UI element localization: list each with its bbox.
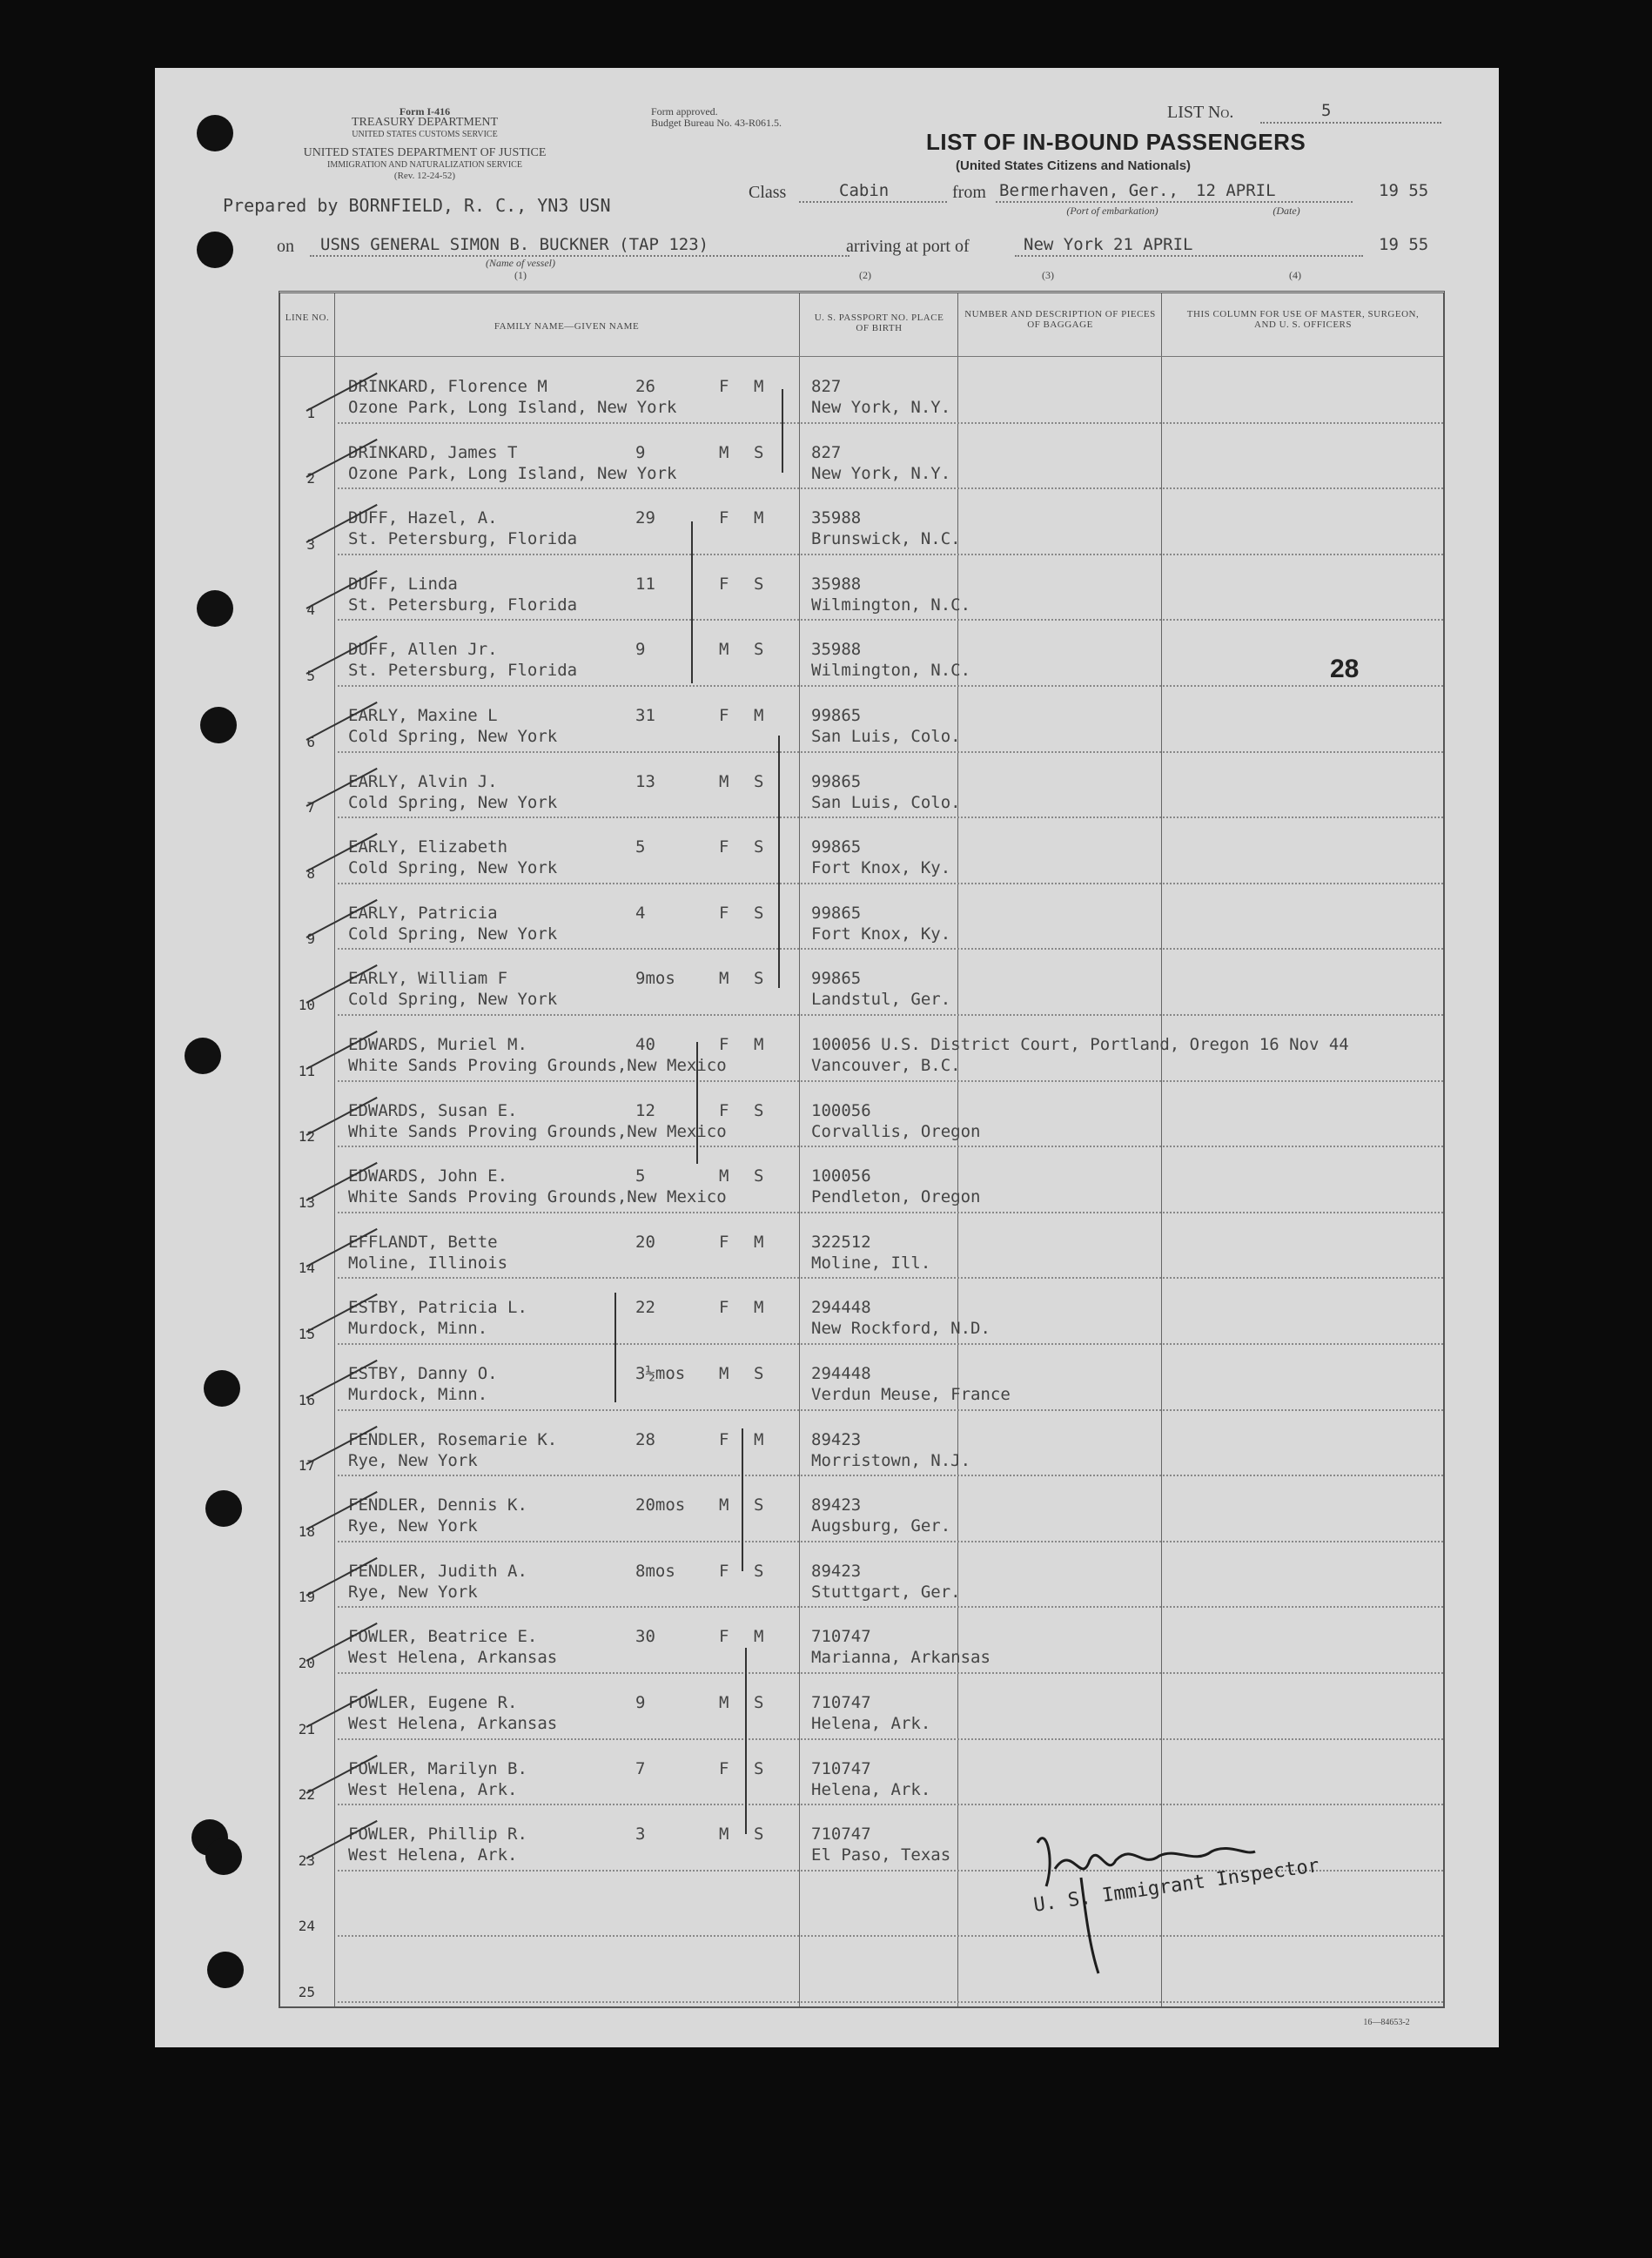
page-title: LIST OF IN-BOUND PASSENGERS — [926, 129, 1306, 155]
passenger-name: FENDLER, Dennis K. — [348, 1495, 527, 1515]
place-of-birth: Morristown, N.J. — [811, 1450, 971, 1470]
passenger-age: 11 — [635, 574, 655, 594]
line-number: 7 — [306, 799, 315, 817]
passenger-name: EARLY, William F — [348, 969, 508, 989]
place-of-birth: Corvallis, Oregon — [811, 1121, 981, 1141]
passenger-name: DUFF, Allen Jr. — [348, 640, 498, 660]
marital-status: M — [754, 706, 764, 725]
passenger-table — [279, 291, 1445, 2008]
marital-status: M — [754, 508, 764, 528]
passenger-name: EARLY, Elizabeth — [348, 837, 508, 857]
treasury-department: TREASURY DEPARTMENT — [351, 116, 499, 129]
passenger-address: Cold Spring, New York — [348, 792, 558, 812]
passenger-sex: F — [719, 837, 729, 857]
passenger-sex: F — [719, 903, 729, 923]
passenger-age: 5 — [635, 1166, 646, 1186]
port-caption: (Port of embarkation) — [1066, 205, 1158, 217]
place-of-birth: Brunswick, N.C. — [811, 529, 961, 549]
passenger-name: DRINKARD, James T — [348, 442, 518, 462]
passenger-age: 9 — [635, 442, 646, 462]
place-of-birth: El Paso, Texas — [811, 1845, 951, 1865]
row-divider — [338, 685, 1443, 687]
line-number: 16 — [298, 1391, 315, 1408]
passenger-address: Rye, New York — [348, 1450, 478, 1470]
passenger-sex: M — [719, 1495, 729, 1515]
punch-hole — [207, 1952, 244, 1988]
vessel-name: USNS GENERAL SIMON B. BUCKNER (TAP 123) — [320, 235, 709, 254]
passenger-sex: M — [719, 1364, 729, 1383]
passenger-name: FOWLER, Eugene R. — [348, 1693, 518, 1712]
place-of-birth: Stuttgart, Ger. — [811, 1582, 961, 1602]
port-of-embarkation: Bermerhaven, Ger., — [999, 181, 1179, 200]
family-bracket — [742, 1428, 743, 1571]
marital-status: S — [754, 1825, 764, 1845]
inspector-signature — [1020, 1808, 1281, 1982]
row-divider — [338, 422, 1443, 424]
page-number: 28 — [1330, 655, 1360, 683]
row-divider — [338, 1606, 1443, 1608]
row-divider — [338, 1672, 1443, 1674]
place-of-birth: Marianna, Arkansas — [811, 1648, 991, 1668]
passenger-name: EDWARDS, John E. — [348, 1166, 508, 1186]
passenger-age: 30 — [635, 1627, 655, 1647]
passport-number: 99865 — [811, 903, 862, 923]
place-of-birth: Helena, Ark. — [811, 1779, 931, 1799]
passenger-age: 8mos — [635, 1561, 675, 1581]
line-number: 14 — [298, 1260, 315, 1277]
row-divider — [338, 751, 1443, 753]
place-of-birth: Vancouver, B.C. — [811, 1056, 961, 1075]
passenger-age: 12 — [635, 1100, 655, 1120]
arrival-port-date: New York 21 APRIL — [1024, 235, 1193, 254]
passenger-address: West Helena, Ark. — [348, 1779, 518, 1799]
customs-service: UNITED STATES CUSTOMS SERVICE — [352, 130, 498, 139]
passenger-address: White Sands Proving Grounds,New Mexico — [348, 1121, 727, 1141]
line-number: 9 — [306, 931, 315, 948]
col-4-label: (4) — [1289, 269, 1301, 281]
passenger-name: EFFLANDT, Bette — [348, 1232, 498, 1252]
passenger-name: FENDLER, Rosemarie K. — [348, 1429, 558, 1449]
place-of-birth: Fort Knox, Ky. — [811, 858, 951, 878]
passenger-sex: M — [719, 442, 729, 462]
passenger-sex: F — [719, 574, 729, 594]
passenger-sex: M — [719, 640, 729, 660]
passenger-sex: F — [719, 1035, 729, 1054]
line-number: 12 — [298, 1128, 315, 1146]
punch-hole — [197, 590, 233, 627]
marital-status: M — [754, 1232, 764, 1252]
col-1-label: (1) — [514, 269, 527, 281]
passport-number: 99865 — [811, 771, 862, 791]
marital-status: M — [754, 1298, 764, 1318]
passenger-sex: F — [719, 706, 729, 725]
passenger-sex: F — [719, 1429, 729, 1449]
passenger-name: ESTBY, Danny O. — [348, 1364, 498, 1383]
place-of-birth: Landstul, Ger. — [811, 990, 951, 1010]
passenger-address: St. Petersburg, Florida — [348, 529, 578, 549]
passenger-age: 3½mos — [635, 1364, 686, 1383]
passenger-address: White Sands Proving Grounds,New Mexico — [348, 1187, 727, 1207]
place-of-birth: Wilmington, N.C. — [811, 595, 971, 615]
passenger-sex: F — [719, 1232, 729, 1252]
passenger-name: EDWARDS, Susan E. — [348, 1100, 518, 1120]
passport-number: 99865 — [811, 969, 862, 989]
marital-status: S — [754, 442, 764, 462]
class-label: Class — [749, 183, 787, 202]
passenger-age: 9 — [635, 1693, 646, 1712]
col-2-label: (2) — [859, 269, 871, 281]
header-divider — [280, 356, 1443, 357]
passport-number: 710747 — [811, 1825, 871, 1845]
place-of-birth: New York, N.Y. — [811, 463, 951, 483]
passenger-sex: M — [719, 1693, 729, 1712]
embarkation-year: 19 55 — [1379, 181, 1429, 200]
marital-status: M — [754, 1035, 764, 1054]
passenger-age: 9mos — [635, 969, 675, 989]
passenger-age: 9 — [635, 640, 646, 660]
marital-status: S — [754, 837, 764, 857]
line-number: 20 — [298, 1655, 315, 1671]
passenger-name: DUFF, Linda — [348, 574, 458, 594]
prepared-by: Prepared by BORNFIELD, R. C., YN3 USN — [223, 195, 611, 216]
passenger-name: EDWARDS, Muriel M. — [348, 1035, 527, 1054]
passenger-sex: F — [719, 1298, 729, 1318]
passenger-address: St. Petersburg, Florida — [348, 595, 578, 615]
place-of-birth: Fort Knox, Ky. — [811, 924, 951, 944]
passenger-sex: M — [719, 1825, 729, 1845]
passport-number: 35988 — [811, 574, 862, 594]
place-of-birth: Augsburg, Ger. — [811, 1516, 951, 1536]
passport-number: 710747 — [811, 1758, 871, 1778]
passenger-address: Cold Spring, New York — [348, 727, 558, 746]
row-divider — [338, 554, 1443, 555]
column-divider — [1161, 293, 1162, 2006]
passenger-address: Murdock, Minn. — [348, 1385, 488, 1404]
row-divider — [338, 1080, 1443, 1082]
passenger-name: FOWLER, Beatrice E. — [348, 1627, 538, 1647]
passenger-age: 26 — [635, 377, 655, 396]
passport-number: 827 — [811, 377, 842, 396]
passenger-sex: F — [719, 1561, 729, 1581]
family-bracket — [614, 1293, 616, 1402]
passport-number: 710747 — [811, 1693, 871, 1712]
line-number: 13 — [298, 1193, 315, 1211]
line-number: 6 — [306, 733, 315, 750]
form-number: Form I-416 — [399, 105, 451, 118]
row-divider — [338, 1343, 1443, 1345]
marital-status: S — [754, 1166, 764, 1186]
passport-number: 35988 — [811, 508, 862, 528]
punch-hole — [205, 1838, 242, 1875]
row-divider — [338, 1475, 1443, 1476]
class-line — [799, 201, 947, 203]
passport-number: 89423 — [811, 1561, 862, 1581]
passenger-sex: M — [719, 771, 729, 791]
marital-status: M — [754, 377, 764, 396]
marital-status: S — [754, 640, 764, 660]
row-divider — [338, 817, 1443, 818]
passenger-name: EARLY, Alvin J. — [348, 771, 498, 791]
passenger-name: FOWLER, Phillip R. — [348, 1825, 527, 1845]
row-divider — [338, 487, 1443, 489]
revision-date: (Rev. 12-24-52) — [393, 171, 456, 181]
passport-number: 710747 — [811, 1627, 871, 1647]
passenger-age: 5 — [635, 837, 646, 857]
passenger-name: DUFF, Hazel, A. — [348, 508, 498, 528]
passenger-address: Cold Spring, New York — [348, 990, 558, 1010]
passport-number: 99865 — [811, 706, 862, 725]
row-divider — [338, 619, 1443, 621]
col-header-baggage: NUMBER AND DESCRIPTION OF PIECES OF BAGGAGE — [964, 309, 1156, 330]
passenger-address: White Sands Proving Grounds,New Mexico — [348, 1056, 727, 1075]
row-divider — [338, 1738, 1443, 1740]
passport-number: 100056 U.S. District Court, Portland, Oregon 16 Nov 44 — [811, 1035, 1349, 1054]
passenger-sex: F — [719, 508, 729, 528]
line-number: 24 — [298, 1918, 315, 1935]
place-of-birth: New York, N.Y. — [811, 398, 951, 417]
passenger-age: 29 — [635, 508, 655, 528]
passport-number: 294448 — [811, 1298, 871, 1318]
punch-hole — [185, 1038, 221, 1074]
form-approved: Form approved. — [651, 105, 718, 118]
passenger-age: 22 — [635, 1298, 655, 1318]
place-of-birth: Pendleton, Oregon — [811, 1187, 981, 1207]
justice-department: UNITED STATES DEPARTMENT OF JUSTICE — [303, 146, 547, 159]
place-of-birth: San Luis, Colo. — [811, 792, 961, 812]
list-number: 5 — [1321, 101, 1332, 120]
marital-status: S — [754, 1495, 764, 1515]
inspector-stamp: U. S. Immigrant Inspector — [1032, 1854, 1321, 1917]
marital-status: S — [754, 903, 764, 923]
marital-status: S — [754, 574, 764, 594]
passenger-name: FENDLER, Judith A. — [348, 1561, 527, 1581]
passport-number: 322512 — [811, 1232, 871, 1252]
punch-hole — [204, 1370, 240, 1407]
vessel-line — [310, 255, 850, 257]
row-divider — [338, 1146, 1443, 1147]
embarkation-date: 12 APRIL — [1196, 181, 1276, 200]
on-label: on — [277, 237, 294, 256]
class-value: Cabin — [839, 181, 890, 200]
marital-status: S — [754, 771, 764, 791]
immigration-service: IMMIGRATION AND NATURALIZATION SERVICE — [327, 160, 522, 170]
passenger-address: Rye, New York — [348, 1582, 478, 1602]
family-bracket — [696, 1042, 698, 1164]
passenger-address: Moline, Illinois — [348, 1253, 508, 1273]
passenger-age: 20mos — [635, 1495, 686, 1515]
passenger-address: Rye, New York — [348, 1516, 478, 1536]
passenger-name: EARLY, Maxine L — [348, 706, 498, 725]
list-number-line — [1260, 122, 1441, 124]
passenger-address: West Helena, Arkansas — [348, 1648, 558, 1668]
passenger-address: Ozone Park, Long Island, New York — [348, 398, 677, 417]
line-number: 17 — [298, 1457, 315, 1475]
line-number: 22 — [298, 1786, 315, 1804]
col-header-line: LINE NO. — [285, 312, 330, 323]
family-bracket — [691, 521, 693, 683]
passport-number: 100056 — [811, 1100, 871, 1120]
from-line — [996, 201, 1353, 203]
marital-status: S — [754, 1561, 764, 1581]
place-of-birth: Helena, Ark. — [811, 1714, 931, 1733]
marital-status: S — [754, 1364, 764, 1383]
marital-status: M — [754, 1429, 764, 1449]
line-number: 3 — [306, 535, 315, 553]
punch-hole — [197, 115, 233, 151]
passenger-age: 13 — [635, 771, 655, 791]
row-divider — [338, 1212, 1443, 1213]
arrival-year: 19 55 — [1379, 235, 1429, 254]
row-divider — [338, 1409, 1443, 1411]
passenger-name: FOWLER, Marilyn B. — [348, 1758, 527, 1778]
col-header-name: FAMILY NAME—GIVEN NAME — [494, 321, 640, 332]
passenger-sex: F — [719, 1100, 729, 1120]
passenger-name: ESTBY, Patricia L. — [348, 1298, 527, 1318]
passport-number: 35988 — [811, 640, 862, 660]
place-of-birth: Verdun Meuse, France — [811, 1385, 1011, 1404]
punch-hole — [200, 707, 237, 743]
passenger-name: EARLY, Patricia — [348, 903, 498, 923]
row-divider — [338, 1804, 1443, 1805]
arriving-label: arriving at port of — [846, 237, 970, 256]
passport-number: 89423 — [811, 1429, 862, 1449]
column-divider — [334, 293, 335, 2006]
line-number: 11 — [298, 1062, 315, 1079]
line-number: 21 — [298, 1720, 315, 1737]
row-divider — [338, 948, 1443, 950]
column-divider — [957, 293, 958, 2006]
passenger-address: St. Petersburg, Florida — [348, 661, 578, 681]
place-of-birth: Moline, Ill. — [811, 1253, 931, 1273]
line-number: 18 — [298, 1522, 315, 1540]
list-number-label: LIST No. — [1167, 103, 1234, 122]
punch-hole — [197, 232, 233, 268]
budget-bureau: Budget Bureau No. 43-R061.5. — [651, 117, 782, 129]
line-number: 19 — [298, 1589, 315, 1606]
page-subtitle: (United States Citizens and Nationals) — [956, 158, 1192, 173]
marital-status: S — [754, 969, 764, 989]
line-number: 2 — [306, 470, 315, 487]
passenger-address: West Helena, Ark. — [348, 1845, 518, 1865]
row-divider — [338, 1277, 1443, 1279]
family-bracket — [745, 1648, 747, 1834]
row-divider — [338, 2001, 1443, 2003]
passenger-address: Murdock, Minn. — [348, 1319, 488, 1339]
passenger-age: 40 — [635, 1035, 655, 1054]
passenger-address: Cold Spring, New York — [348, 924, 558, 944]
marital-status: S — [754, 1100, 764, 1120]
passport-number: 827 — [811, 442, 842, 462]
from-label: from — [952, 183, 986, 202]
punch-hole — [205, 1490, 242, 1527]
passenger-sex: M — [719, 1166, 729, 1186]
place-of-birth: New Rockford, N.D. — [811, 1319, 991, 1339]
marital-status: S — [754, 1758, 764, 1778]
marital-status: M — [754, 1627, 764, 1647]
passenger-age: 3 — [635, 1825, 646, 1845]
family-bracket — [782, 389, 783, 473]
marital-status: S — [754, 1693, 764, 1712]
vessel-caption: (Name of vessel) — [486, 257, 555, 269]
line-number: 4 — [306, 601, 315, 619]
passenger-age: 31 — [635, 706, 655, 725]
passenger-sex: F — [719, 1758, 729, 1778]
col-3-label: (3) — [1042, 269, 1054, 281]
passport-number: 99865 — [811, 837, 862, 857]
footer-code: 16—84653-2 — [1363, 2018, 1410, 2027]
passenger-address: West Helena, Arkansas — [348, 1714, 558, 1733]
passenger-name: DRINKARD, Florence M — [348, 377, 547, 396]
line-number: 5 — [306, 668, 315, 684]
date-caption: (Date) — [1273, 205, 1300, 217]
passenger-sex: F — [719, 1627, 729, 1647]
line-number: 23 — [298, 1851, 315, 1869]
passenger-age: 7 — [635, 1758, 646, 1778]
arrival-line — [1015, 255, 1363, 257]
passport-number: 100056 — [811, 1166, 871, 1186]
col-header-passport: U. S. PASSPORT NO. PLACE OF BIRTH — [814, 312, 944, 333]
passport-number: 294448 — [811, 1364, 871, 1383]
line-number: 10 — [298, 997, 315, 1013]
passenger-address: Cold Spring, New York — [348, 858, 558, 878]
row-divider — [338, 1014, 1443, 1016]
passenger-sex: F — [719, 377, 729, 396]
line-number: 15 — [298, 1326, 315, 1342]
row-divider — [338, 883, 1443, 884]
passenger-age: 4 — [635, 903, 646, 923]
row-divider — [338, 1541, 1443, 1542]
family-bracket — [778, 736, 780, 988]
passenger-age: 20 — [635, 1232, 655, 1252]
col-header-officers: THIS COLUMN FOR USE OF MASTER, SURGEON, AND U. S. OFFICERS — [1186, 309, 1420, 330]
column-divider — [799, 293, 800, 2006]
passenger-sex: M — [719, 969, 729, 989]
line-number: 8 — [306, 864, 315, 882]
place-of-birth: San Luis, Colo. — [811, 727, 961, 746]
passenger-address: Ozone Park, Long Island, New York — [348, 463, 677, 483]
passport-number: 89423 — [811, 1495, 862, 1515]
line-number: 25 — [298, 1984, 315, 2000]
line-number: 1 — [306, 404, 315, 421]
passenger-age: 28 — [635, 1429, 655, 1449]
place-of-birth: Wilmington, N.C. — [811, 661, 971, 681]
